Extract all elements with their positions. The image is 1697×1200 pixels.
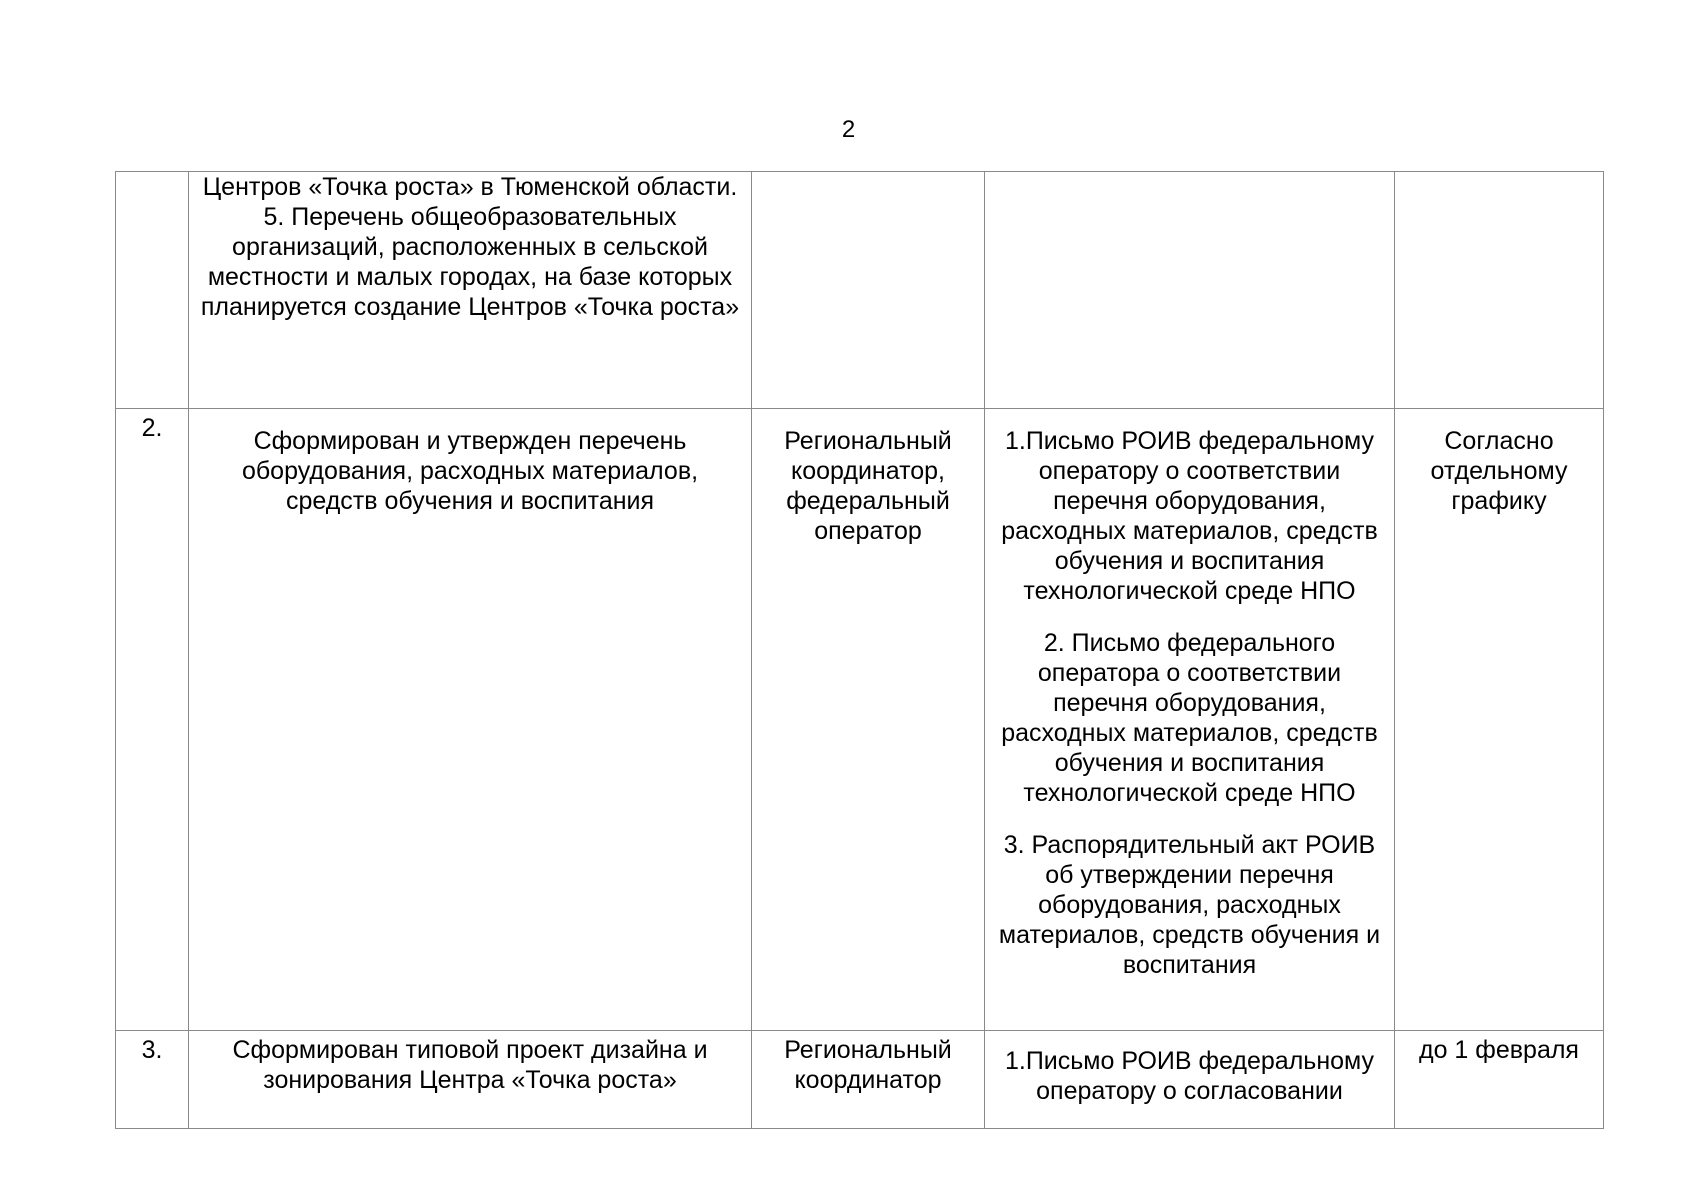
- document-item: 1.Письмо РОИВ федеральному оператору о согласовании: [1004, 1047, 1375, 1105]
- responsible-cell: Региональный координатор: [752, 1031, 985, 1129]
- responsible-cell: [752, 172, 985, 409]
- event-cell: [189, 172, 752, 409]
- event-cell: Сформирован и утвержден перечень оборудования, расходных материалов, средств обучения и воспитания: [189, 409, 752, 1031]
- deadline-cell: Согласно отдельному графику: [1395, 409, 1604, 1031]
- page-number: 2: [841, 116, 856, 143]
- document-item: 2. Письмо федерального оператора о соответствии перечня оборудования, расходных материалов, средств обучения и воспитания технологической среде НПО: [1001, 629, 1378, 807]
- table-row: [116, 172, 1604, 409]
- documents-cell: [985, 1031, 1395, 1129]
- row-number-cell: 2.: [116, 409, 189, 1031]
- responsible-cell: Региональный координатор, федеральный оператор: [752, 409, 985, 1031]
- row-number-cell: 3.: [116, 1031, 189, 1129]
- deadline-cell: до 1 февраля: [1395, 1031, 1604, 1129]
- table-row: [116, 1031, 1604, 1129]
- document-item: 3. Распорядительный акт РОИВ об утверждении перечня оборудования, расходных материалов, средств обучения и воспитания: [998, 831, 1381, 979]
- event-text: 5. Перечень общеобразовательных организаций, расположенных в сельской местности и малых городах, на базе которых планируется создание Центров «Точка роста»: [200, 203, 740, 321]
- event-cell: Сформирован типовой проект дизайна и зонирования Центра «Точка роста»: [189, 1031, 752, 1129]
- plan-table: [115, 171, 1604, 1129]
- event-text: Центров «Точка роста» в Тюменской области.: [202, 173, 738, 201]
- document-item: 1.Письмо РОИВ федеральному оператору о соответствии перечня оборудования, расходных материалов, средств обучения и воспитания технологической среде НПО: [1001, 427, 1378, 605]
- documents-cell: [985, 172, 1395, 409]
- deadline-cell: [1395, 172, 1604, 409]
- documents-cell: [985, 409, 1395, 1031]
- table-row: [116, 409, 1604, 1031]
- row-number-cell: [116, 172, 189, 409]
